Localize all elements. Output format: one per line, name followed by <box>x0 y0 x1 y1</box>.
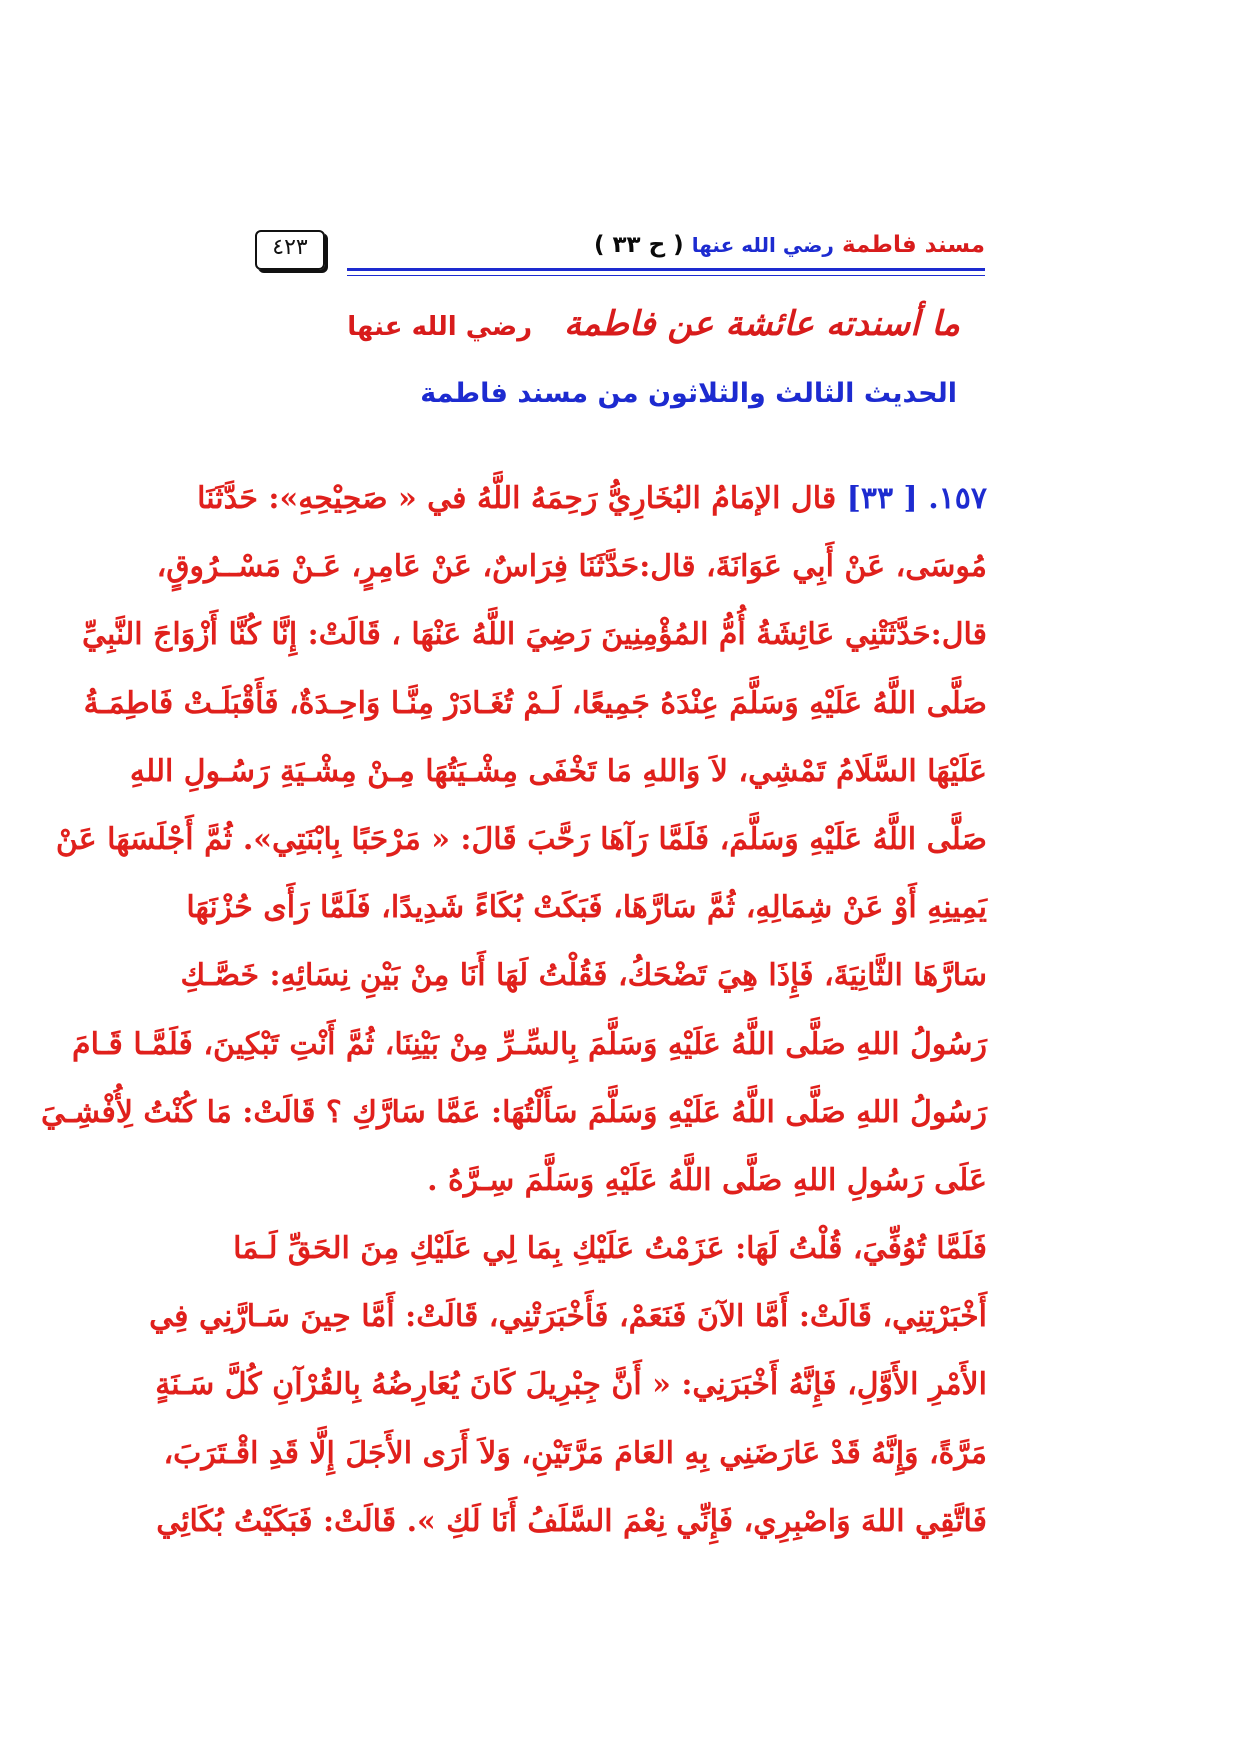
running-header <box>255 232 985 274</box>
book-title: مسند فاطمة <box>841 232 985 258</box>
hadith-ref-bracket: [ ٣٣] <box>846 481 918 516</box>
text-line: سَارَّهَا الثَّانِيَةَ، فَإِذَا هِيَ تَضْحَكُ، فَقُلْتُ لَهَا أَنَا مِنْ بَيْنِ نِسَائِهِ: خَصَّـكِ <box>180 958 987 994</box>
header-rule <box>347 268 985 271</box>
text-line: صَلَّى اللَّهُ عَلَيْهِ وَسَلَّمَ عِنْدَهُ جَمِيعًا، لَـمْ تُغَـادَرْ مِنَّـا وَاحِـدَةٌ، فَأَقْبَلَـتْ فَاطِمَـةُ <box>83 685 987 721</box>
honorific: رضي الله عنها <box>691 233 834 257</box>
header-rule-thin <box>347 275 985 276</box>
text-line: مُوسَى، عَنْ أَبِي عَوَانَةَ، قال:حَدَّثَنَا فِرَاسٌ، عَنْ عَامِرٍ، عَـنْ مَسْــرُوقٍ، <box>156 549 987 585</box>
text-line: فَاتَّقِي اللهَ وَاصْبِرِي، فَإِنِّي نِعْمَ السَّلَفُ أَنَا لَكِ ». قَالَتْ: فَبَكَيْتُ بُكَائِي <box>156 1503 987 1539</box>
running-title <box>594 232 985 258</box>
text-line: عَلَيْهَا السَّلَامُ تَمْشِي، لاَ وَاللهِ مَا تَخْفَى مِشْـيَتُهَا مِـنْ مِشْـيَةِ رَسُـولِ اللهِ <box>129 753 987 789</box>
text-line: فَلَمَّا تُوُفِّيَ، قُلْتُ لَهَا: عَزَمْتُ عَلَيْكِ بِمَا لِي عَلَيْكِ مِنَ الحَقِّ لَـمَا <box>233 1231 987 1267</box>
text-line: صَلَّى اللَّهُ عَلَيْهِ وَسَلَّمَ، فَلَمَّا رَآهَا رَحَّبَ قَالَ: « مَرْحَبًا بِابْنَتِي». ثُمَّ أَجْلَسَهَا عَنْ <box>55 821 987 857</box>
text-line: أَخْبَرْتِنِي، قَالَتْ: أَمَّا الآنَ فَنَعَمْ، فَأَخْبَرَتْنِي، قَالَتْ: أَمَّا حِينَ سَـارَّنِي فِي <box>149 1299 987 1335</box>
text-line: يَمِينِهِ أَوْ عَنْ شِمَالِهِ، ثُمَّ سَارَّهَا، فَبَكَتْ بُكَاءً شَدِيدًا، فَلَمَّا رَأَى حُزْنَهَا <box>186 890 987 926</box>
section-honorific: رضي الله عنها <box>347 312 533 342</box>
page-number: ٤٢٣ <box>272 235 308 260</box>
text-line: قال:حَدَّثَتْنِي عَائِشَةُ أُمُّ المُؤْمِنِينَ رَضِيَ اللَّهُ عَنْهَا ، قَالَتْ: إِنَّا كُنَّا أَزْوَاجَ النَّبِيِّ <box>81 617 987 653</box>
text-line <box>197 465 987 533</box>
hadith-number: ١٥٧. <box>928 481 987 516</box>
hadith-ref: ( ح ٣٣ ) <box>593 232 684 258</box>
text-line: الأَمْرِ الأَوَّلِ، فَإِنَّهُ أَخْبَرَنِي: « أَنَّ جِبْرِيلَ كَانَ يُعَارِضُهُ بِالقُرْآنِ كُلَّ سَـنَةٍ <box>155 1367 987 1403</box>
text-line: رَسُولُ اللهِ صَلَّى اللَّهُ عَلَيْهِ وَسَلَّمَ بِالسِّـرِّ مِنْ بَيْنِنَا، ثُمَّ أَنْتِ تَبْكِينَ، فَلَمَّـا قَـامَ <box>72 1026 987 1062</box>
text-line: مَرَّةً، وَإِنَّهُ قَدْ عَارَضَنِي بِهِ العَامَ مَرَّتَيْنِ، وَلاَ أَرَى الأَجَلَ إِلَّا قَدِ اقْـتَرَبَ، <box>163 1435 987 1471</box>
text-line-content: قال الإمَامُ البُخَارِيُّ رَحِمَهُ اللَّهُ في « صَحِيْحِهِ»: حَدَّثَنَا <box>197 481 837 516</box>
section-title-text: ما أسندته عائشة عن فاطمة <box>563 304 960 344</box>
text-line: رَسُولُ اللهِ صَلَّى اللَّهُ عَلَيْهِ وَسَلَّمَ سَأَلْتُهَا: عَمَّا سَارَّكِ ؟ قَالَتْ: مَا كُنْتُ لِأُفْشِـيَ <box>40 1094 987 1130</box>
hadith-subtitle: الحديث الثالث والثلاثون من مسند فاطمة <box>420 378 957 409</box>
hadith-text <box>40 465 987 1556</box>
section-title <box>347 304 960 344</box>
text-line: عَلَى رَسُولِ اللهِ صَلَّى اللَّهُ عَلَيْهِ وَسَلَّمَ سِـرَّهُ . <box>427 1162 987 1198</box>
